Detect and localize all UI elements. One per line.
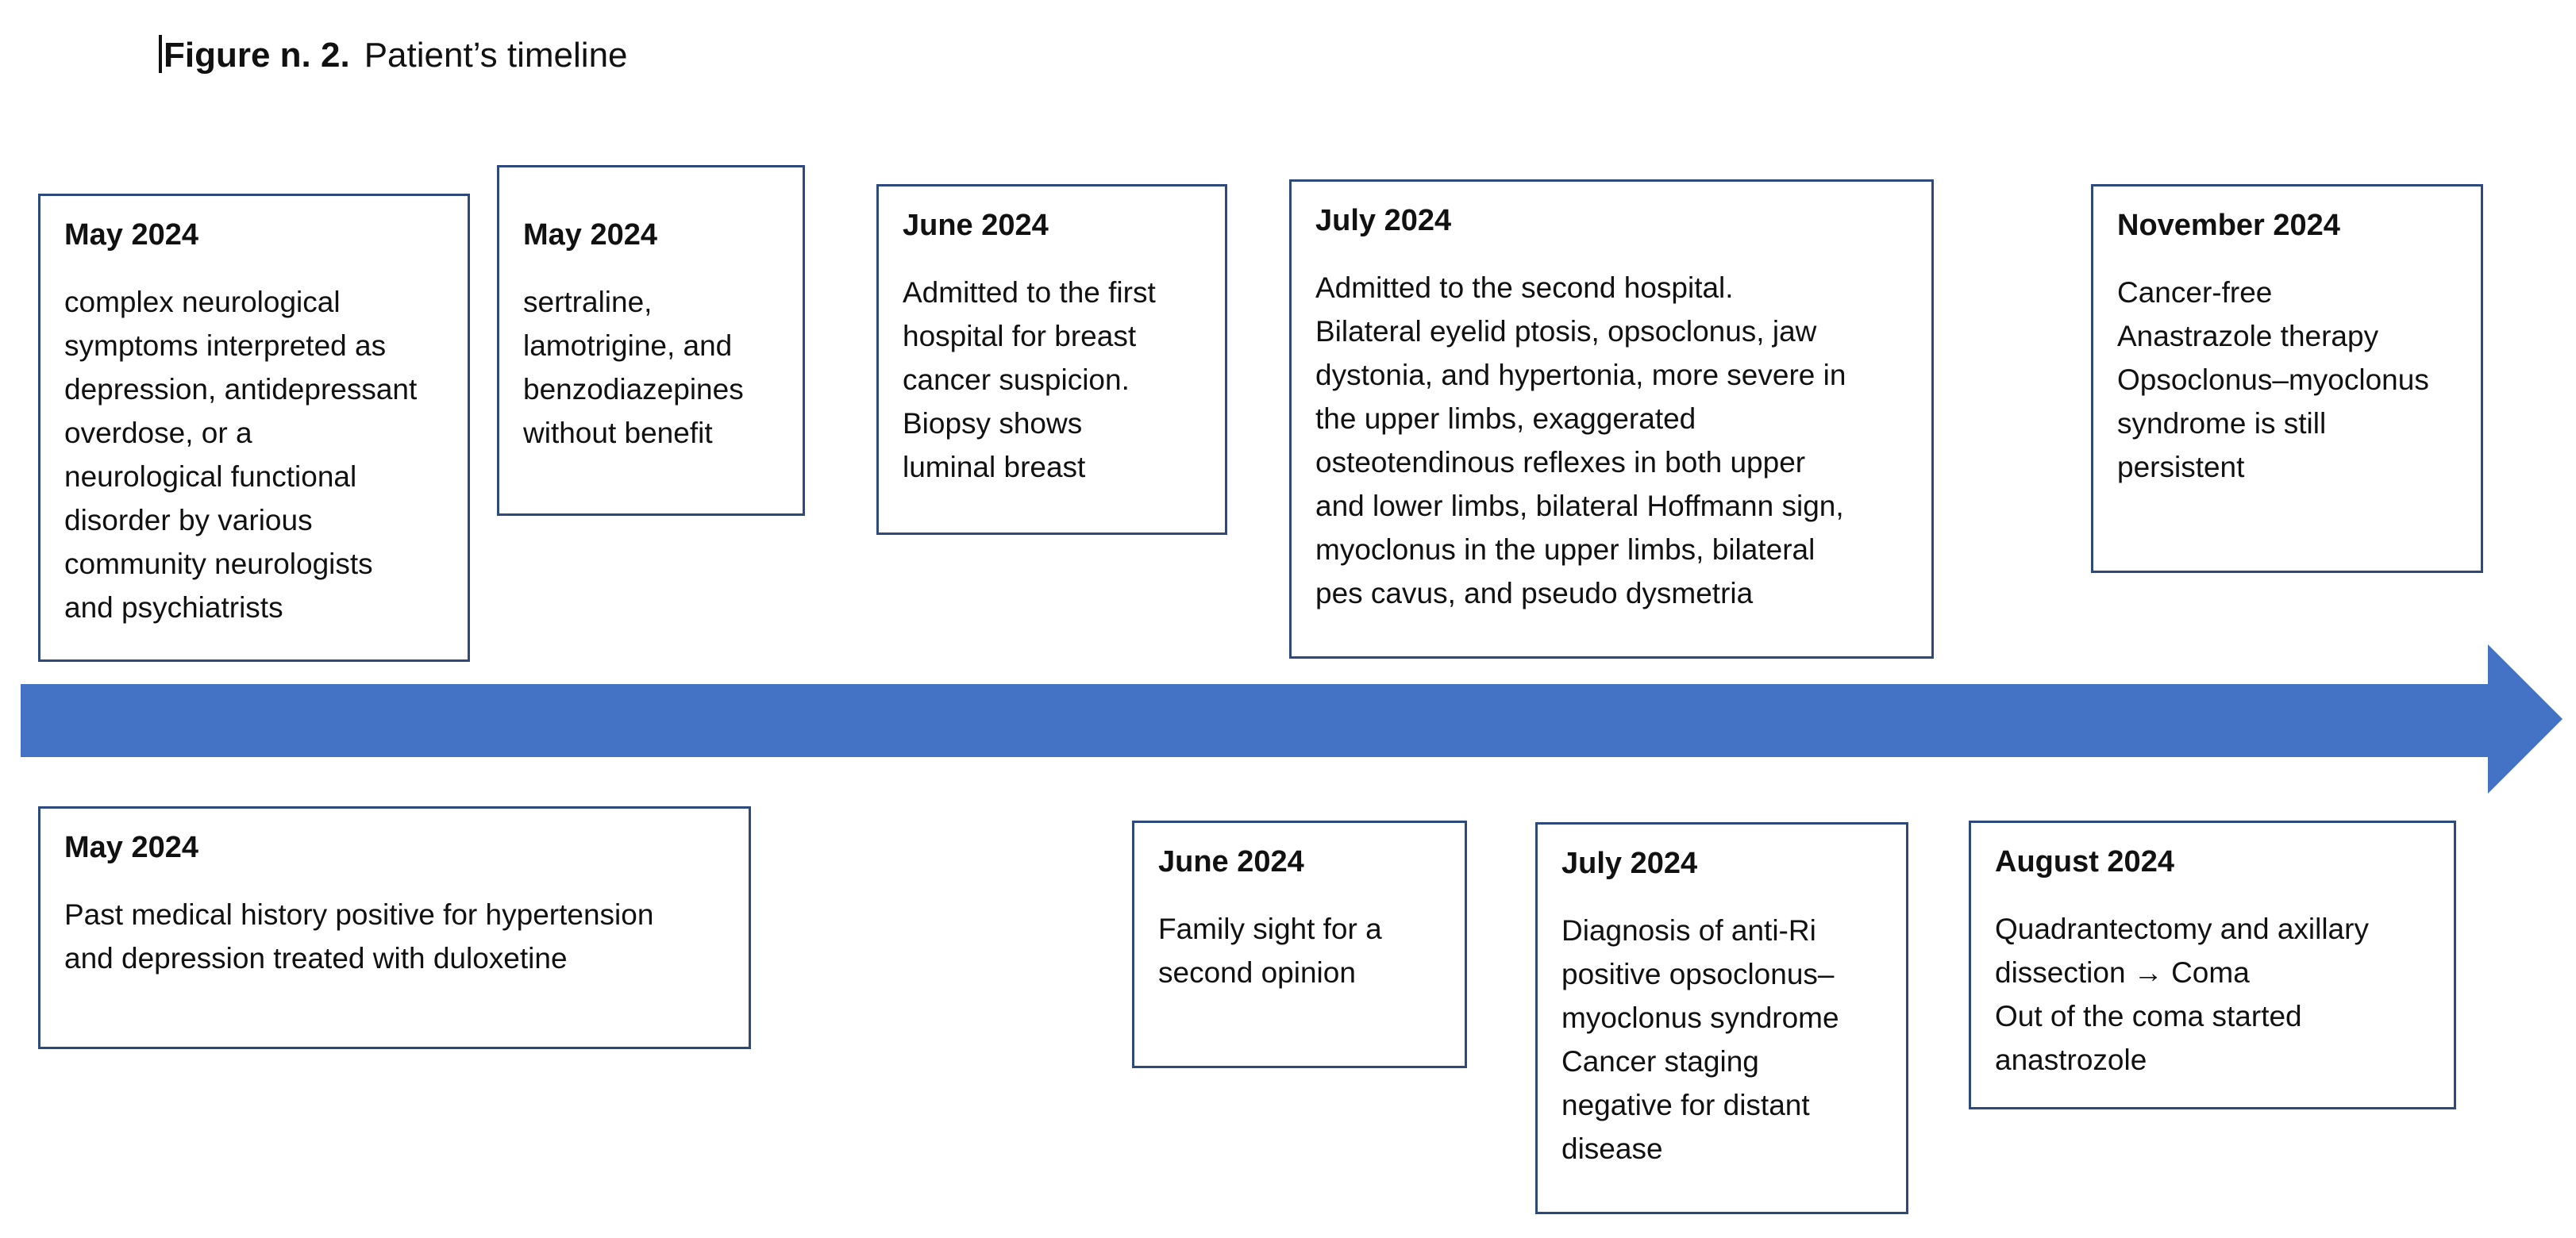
event-july-2024-diagnosis (1535, 822, 1908, 1214)
event-may-2024-history (38, 806, 751, 1049)
event-description: Family sight for a second opinion (1158, 913, 1382, 989)
event-may-2024-symptoms (38, 194, 470, 662)
event-july-2024-second-hospital (1289, 179, 1934, 659)
event-description: complex neurological symptoms interpreted as depression, antidepressant overdose, or a neurological functional disorder by various community neurologists and psychiatrists (64, 286, 418, 624)
event-description: sertraline, lamotrigine, and benzodiazepines without benefit (523, 286, 744, 449)
event-date: May 2024 (64, 218, 199, 252)
event-date: November 2024 (2117, 209, 2340, 242)
event-june-2024-first-hospital (876, 184, 1227, 535)
event-date: July 2024 (1561, 847, 1698, 880)
timeline-arrow-shape (21, 644, 2563, 794)
event-date: June 2024 (1158, 845, 1304, 879)
event-date: July 2024 (1315, 204, 1452, 237)
event-november-2024 (2091, 184, 2483, 573)
event-date: May 2024 (64, 831, 199, 864)
event-description: Diagnosis of anti-Ri positive opsoclonus– myoclonus syndrome Cancer staging negative for distant disease (1561, 914, 1839, 1165)
figure-title: Patient’s timeline (364, 36, 628, 75)
event-description: Cancer-free Anastrazole therapy Opsoclonus–myoclonus syndrome is still persistent (2117, 276, 2429, 483)
event-august-2024-surgery (1969, 821, 2456, 1109)
event-june-2024-second-opinion (1132, 821, 1467, 1068)
event-description: Admitted to the first hospital for breast cancer suspicion. Biopsy shows luminal breast (903, 276, 1156, 483)
event-date: June 2024 (903, 209, 1049, 242)
event-may-2024-medications (497, 165, 805, 516)
event-description: Quadrantectomy and axillary dissection → Coma Out of the coma started anastrozole (1995, 913, 2369, 1076)
figure-label: Figure n. 2. (164, 36, 350, 75)
event-date: May 2024 (523, 218, 658, 252)
event-date: August 2024 (1995, 845, 2174, 879)
event-description: Past medical history positive for hypertension and depression treated with duloxetine (64, 898, 654, 975)
event-description: Admitted to the second hospital. Bilateral eyelid ptosis, opsoclonus, jaw dystonia, and hypertonia, more severe in the upper limbs, exaggerated osteotendinous reflexes in both upper and lower limbs, bilateral Hoffmann sign, myoclonus in the upper limbs, bilateral pes cavus, and pseudo dysmetria (1315, 271, 1846, 609)
